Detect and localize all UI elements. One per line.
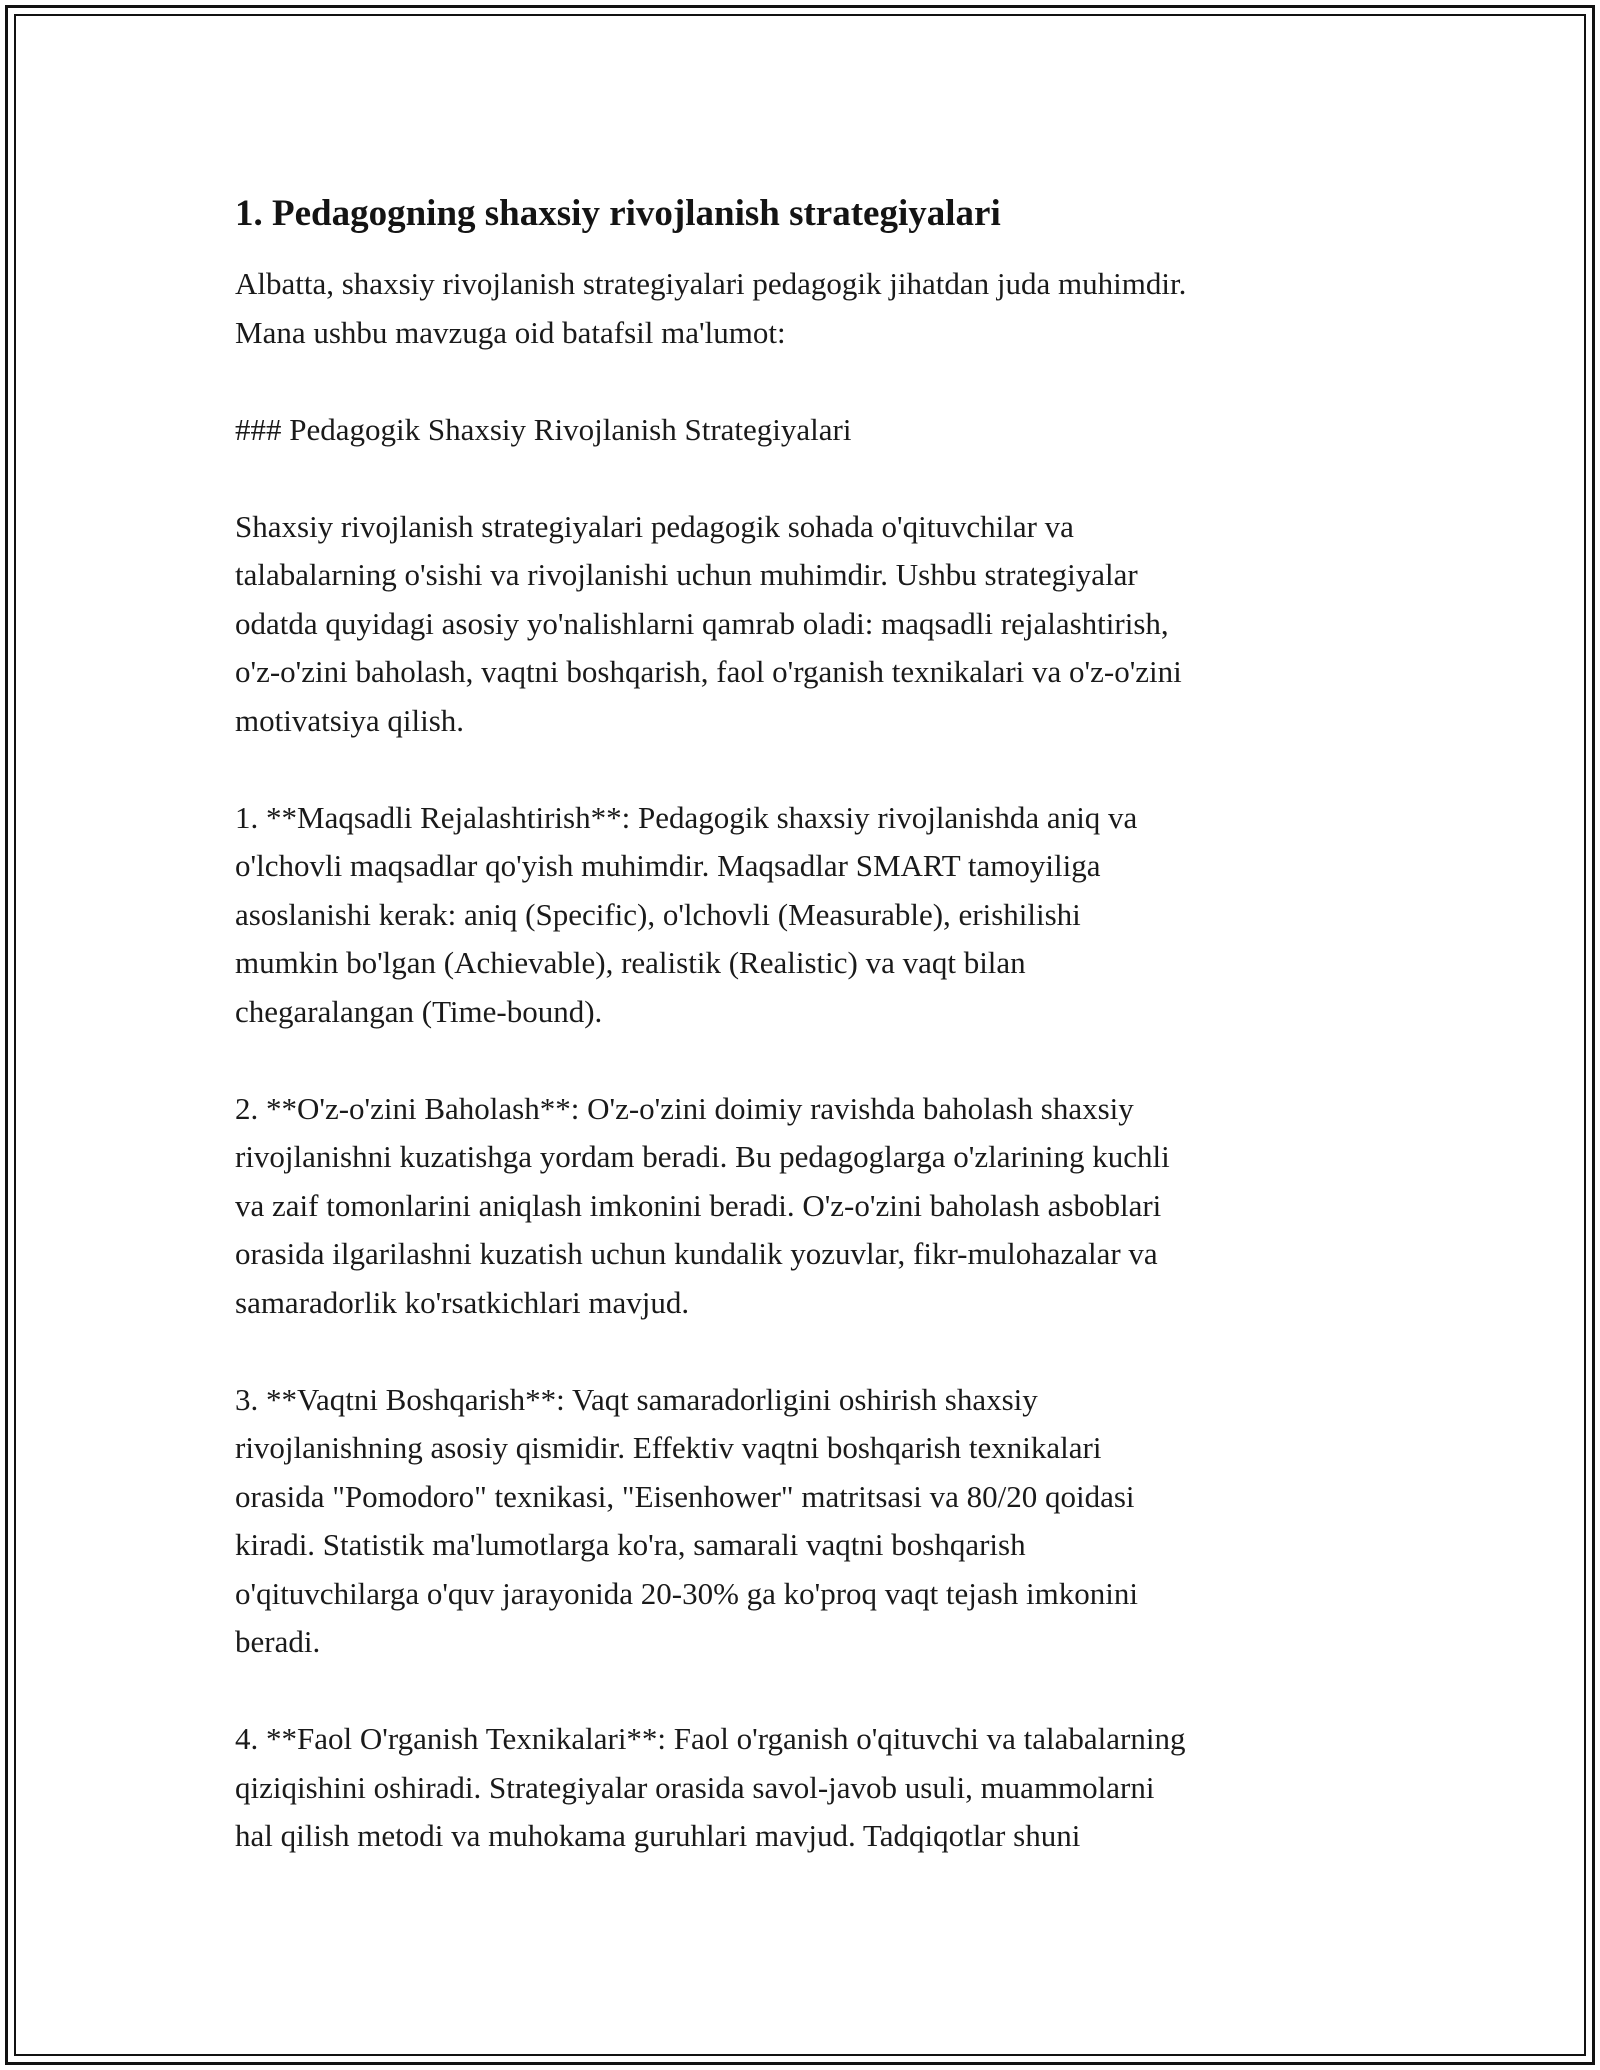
paragraph-item-1: 1. **Maqsadli Rejalashtirish**: Pedagogik shaxsiy rivojlanishda aniq va o'lchovli maqsadlar qo'yish muhimdir. Maqsadlar SMART tamoyiliga asoslanishi kerak: aniq (Specific), o'lchovli (Measurable), erishilishi mumkin bo'lgan (Achievable), realistik (Realistic) va vaqt bilan chegaralangan (Time-bound). <box>235 799 1138 1029</box>
paragraph-section-heading: ### Pedagogik Shaxsiy Rivojlanish Strategiyalari <box>235 411 852 447</box>
paragraph-item-2: 2. **O'z-o'zini Baholash**: O'z-o'zini doimiy ravishda baholash shaxsiy rivojlanishni kuzatishga yordam beradi. Bu pedagoglarga o'zlarining kuchli va zaif tomonlarini aniqlash imkonini beradi. O'z-o'zini baholash asboblari orasida ilgarilashni kuzatish uchun kundalik yozuvlar, fikr-mulohazalar va samaradorlik ko'rsatkichlari mavjud. <box>235 1090 1170 1320</box>
paragraph-intro: Albatta, shaxsiy rivojlanish strategiyalari pedagogik jihatdan juda muhimdir. Mana ushbu mavzuga oid batafsil ma'lumot: <box>235 266 1187 350</box>
paragraph-item-4: 4. **Faol O'rganish Texnikalari**: Faol o'rganish o'qituvchi va talabalarning qiziqishini oshiradi. Strategiyalar orasida savol-javob usuli, muammolarni hal qilish metodi va muhokama guruhlari mavjud. Tadqiqotlar shuni <box>235 1721 1186 1853</box>
paragraph-overview: Shaxsiy rivojlanish strategiyalari pedagogik sohada o'qituvchilar va talabalarning o'sishi va rivojlanishi uchun muhimdir. Ushbu strategiyalar odatda quyidagi asosiy yo'nalishlarni qamrab oladi: maqsadli rejalashtirish, o'z-o'zini baholash, vaqtni boshqarish, faol o'rganish texnikalari va o'z-o'zini motivatsiya qilish. <box>235 508 1182 738</box>
document-title: 1. Pedagogning shaxsiy rivojlanish strategiyalari <box>235 193 1001 234</box>
document-body <box>235 188 1385 1861</box>
paragraph-item-3: 3. **Vaqtni Boshqarish**: Vaqt samaradorligini oshirish shaxsiy rivojlanishning asosiy qismidir. Effektiv vaqtni boshqarish texnikalari orasida "Pomodoro" texnikasi, "Eisenhower" matritsasi va 80/20 qoidasi kiradi. Statistik ma'lumotlarga ko'ra, samarali vaqtni boshqarish o'qituvchilarga o'quv jarayonida 20-30% ga ko'proq vaqt tejash imkonini beradi. <box>235 1381 1138 1659</box>
